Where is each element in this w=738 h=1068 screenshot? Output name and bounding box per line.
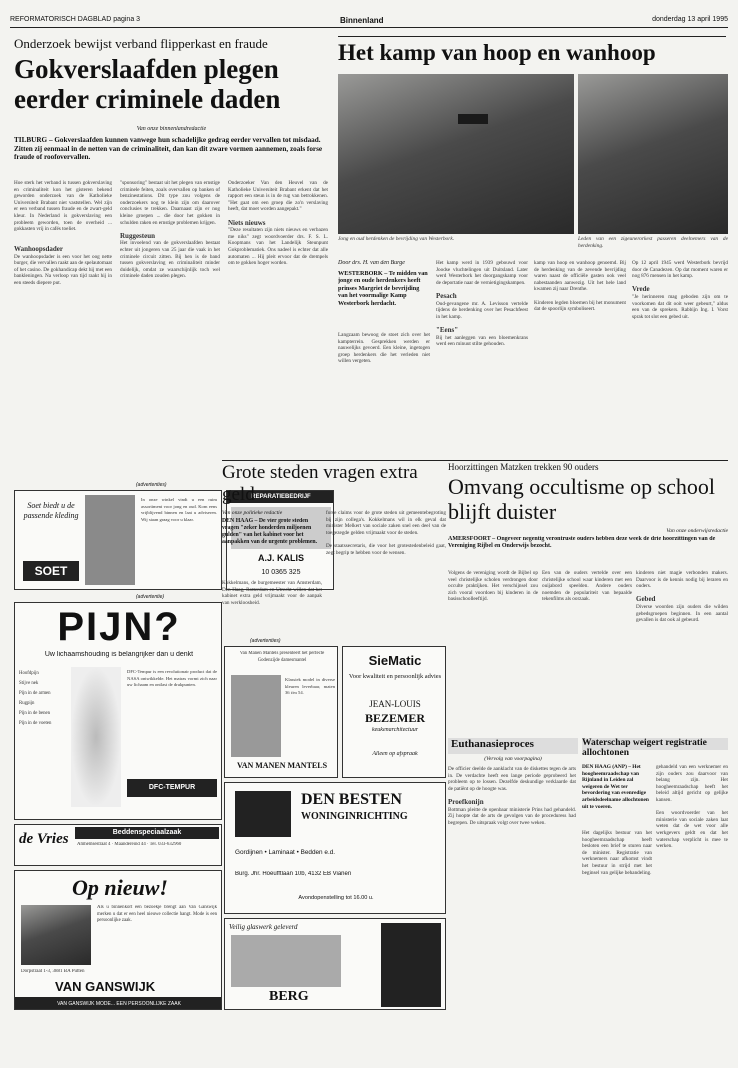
ad-label-2: (advertentie) — [136, 594, 165, 600]
ganswijk-copy: Als u binnenkort een bezoekje brengt aan Van Ganswijk merken u dat er een heel nieuwe collectie hangt. Mode is een persoonlijke zaak. — [97, 905, 217, 924]
berg-sidebar — [381, 923, 441, 1007]
matzken-headline: Omvang occultisme op school blijft duister — [448, 474, 716, 524]
berg-logo: BERG — [269, 989, 309, 1004]
kalis-phone: 10 0365 325 — [261, 569, 301, 576]
kamp-sub-vrede: Vrede — [632, 285, 650, 294]
kamp-col-3: kamp van hoop en wanhoop genoemd. Bij de herdenking van de zevende bevrijding waren naast de officiële gasten ook veel nabestaanden aanwezig. Uit het hele land kwamen zij naar Drenthe. Kinderen legden bloemen bij het monument dat de spoorlijn symboliseert. — [534, 260, 626, 313]
gok-headline: Gokverslaafden plegen eerder criminele daden — [14, 54, 281, 114]
matzken-col-2: Een van de ouders vertelde over een christelijke school waar kinderen met een ouijabord speelden. Andere ouders noemden de populariteit van bepaalde tekenfilms als oorzaak. — [542, 570, 632, 603]
gok-col-2: "sponsoring" bestaat uit het plegen van ernstige criminele feiten, zoals overvallen op banken of benzinestations. Dit type zou volgens de onderzoekers nog te klein zijn om daarover conclusies te trekken. Daarnaast zijn er nog kleine groepen ... die door het gokken in schulden raken en ernstige problemen krijgen. Ruggesteun Het invoelend van de gokverslaafden bestaat echter uit jongeren van 25 jaar die vaak in het criminele circuit zitten. Bij hen is de band tussen gokverslaving en criminaliteit minder duidelijk, omdat ze waarschijnlijk toch wel criminele daden zouden plegen. — [120, 180, 220, 280]
besten-address: Burg. Jhr. Hoeufftlaan 10b, 4132 EB Vianen — [235, 871, 352, 877]
gok-lead: TILBURG – Gokverslaafden kunnen vanwege hun schadelijke gedrag eerder vervallen tot misdaad. Zitten zij eenmaal in de netten van de criminaliteit, dan kan dit zware vormen aannemen, zoals forse fraude of roofovervallen. — [14, 136, 323, 162]
kamp-col-2: Het kamp werd in 1939 gebouwd voor Joodse vluchtelingen uit Duitsland. Later werd Westerbork het doorgangskamp voor de deportatie naar de vernietigingskampen. Pesach Oud-gevangene mr. A. Levisson vertelde tijdens de herdenking over het Pesachfeest in het kamp. "Eens" Bij het aanleggen van een bloemenkrans werd een minuut stilte gehouden. — [436, 260, 528, 348]
steden-byline: Van onze politieke redactie — [222, 510, 283, 516]
bed-title: Beddenspeciaalzaak — [75, 827, 219, 839]
soet-logo: SOET — [23, 561, 79, 581]
besten-hours: Avondopenstelling tot 16.00 u. — [298, 895, 374, 901]
gok-byline: Van onze binnenlandredactie — [136, 126, 207, 132]
ganswijk-logo: VAN GANSWIJK — [55, 979, 156, 994]
euth-headline: Euthanasieproces — [448, 738, 578, 754]
pijn-ad[interactable] — [14, 602, 222, 820]
berg-ad[interactable] — [224, 918, 446, 1010]
berg-photo — [231, 935, 341, 987]
besten-ad[interactable] — [224, 782, 446, 914]
pijn-subtitle: Uw lichaamshouding is belangrijker dan u denkt — [44, 651, 194, 658]
ganswijk-photo — [21, 905, 91, 965]
kamp-photo-2 — [578, 74, 728, 234]
gok-sub-niets: Niets nieuws — [228, 218, 266, 227]
section-name: Binnenland — [340, 16, 384, 25]
water-col-1: Het dagelijks bestuur van het hoogheemraadschap heeft besloten een brief te sturen naar de minister. Registratie van werknemers naar afkomst vindt het bestuur in strijd met het beginsel van gelijke behandeling. — [582, 830, 652, 876]
bezemer-appointment: Alleen op afspraak — [372, 751, 418, 757]
kamp-sub-pesach: Pesach — [436, 291, 457, 300]
tempur-logo: DFC-TEMPUR — [127, 779, 217, 797]
page-header — [10, 14, 728, 28]
mantels-top: Van Manen Mantels presenteert het perfecte Godenzijde damesmantel — [239, 651, 325, 663]
ad-label-3: (advertenties) — [250, 638, 281, 644]
kamp-sub-eens: "Eens" — [436, 325, 459, 334]
matzken-byline: Van onze onderwijsredactie — [666, 528, 728, 534]
water-headline: Waterschap weigert registratie allochtonen — [582, 738, 707, 758]
watchtower-icon — [458, 114, 488, 124]
gok-sub-wanhoop: Wanhoopsdader — [14, 244, 64, 253]
matzken-sub-gebed: Gebed — [636, 595, 656, 604]
ganswijk-slogan: VAN GANSWIJK MODE... EEN PERSOONLIJKE ZAAK — [15, 997, 222, 1010]
besten-products: Gordijnen • Laminaat • Bedden e.d. — [235, 849, 336, 856]
gok-body — [14, 180, 329, 480]
kamp-caption-1: Jong en oud herdenken de bevrijding van Westerbork. — [338, 236, 455, 242]
water-lead: DEN HAAG (ANP) – Het hoogheemraadschap van Rijnland in Leiden zal weigeren de Wet ter bevordering van evenredige arbeidsdeelname allochtonen uit te voeren. — [582, 764, 649, 810]
siematic-sub: Voor kwaliteit en persoonlijk advies — [348, 673, 442, 680]
steden-col-2: forse claims voor de grote steden uit gemeentebegroting bij zijn collega's. Kokkelmans wil in elk geval dat minister Melkert van sociale zaken snel een deel van de toegezegde gelden vrijmaakt voor de steden. De staatssecretaris, die voor het grotestedenbeleid gaat, zegt begrip te hebben voor de wensen. — [326, 510, 446, 556]
kamp-lead: WESTERBORK – Te midden van jonge en oude herdenkers heeft prinses Margriet de bevrijding van het voormalige Kamp Westerbork herdacht. — [338, 270, 428, 307]
gok-col-3: Onderzoeker Van den Heuvel van de Katholieke Universiteit Brabant erkent dat het rapport een steun is in de rug van betrokkenen. "Het gaat om een groep die zo'n verslaving heeft, dat moet worden aangepakt." Niets nieuws "Deze resultaten zijn niets nieuws en verbazen me niks" zegt woordvoerder drs. F. S. L. Koopmans van het Landelijk Steunpunt Gokproblematiek. Ons nadeel is echter dat alle automaten ... Hij pleit ervoor dat de drempels om te gokken hoger worden. — [228, 180, 328, 267]
rule-mid — [222, 460, 728, 461]
issue-date: donderdag 13 april 1995 — [652, 16, 728, 23]
euth-sub: (Vervolg van voorpagina) — [484, 756, 542, 762]
soet-slogan: Soet biedt u de passende kleding — [23, 501, 79, 520]
bezemer-tagline: keukenarchitectuur — [371, 727, 419, 733]
euth-col: De officier deelde de aanklacht van de diskettes tegen de arts in. De verdachte heeft een lange periode geprobeerd het probleem op te lossen. Dezelfde deskundige verklaarde dat de patiënt op de hoogte was. Proefkonijn Bottman pleitte de openbaar ministerie Prins had gehandeld. Zij hoopte dat de arts de gevolgen van de proceduress had begrepen. De uitspraak volgt over twee weken. — [448, 766, 576, 826]
matzken-col-1: Volgens de vereniging wordt de Bijbel op veel christelijke scholen verdrongen door occulte praktijken. Het verschijnsel zou zich vooral voordoen bij kinderen in de basisschoolleeftijd. — [448, 570, 538, 603]
kamp-col-1: Langzaam bewoog de stoet zich over het kampterrein. Gesprekken werden er nauwelijks gevoerd. Een kleine, ingetogen groep herdenkers die het verleden niet willen vergeten. — [338, 332, 430, 365]
soet-ad[interactable] — [14, 490, 222, 590]
mantels-logo: VAN MANEN MANTELS — [236, 761, 328, 770]
opnieuw-title: Op nieuw! — [72, 875, 168, 900]
ganswijk-ad[interactable] — [14, 870, 222, 1010]
kalis-name: A.J. KALIS — [257, 553, 304, 563]
gok-kicker: Onderzoek bewijst verband flipperkast en fraude — [14, 36, 268, 51]
soet-photo — [85, 495, 135, 585]
vries-address: Amhemsestraat 4 · Maandereind 44 · Tel. 033-632960 — [77, 842, 182, 847]
besten-sub: WONINGINRICHTING — [301, 811, 408, 822]
steden-lead: DEN HAAG – De vier grote steden vragen "zeker honderden miljoenen gulden" van het kabinet voor het aanpakken van de urgente problemen. — [222, 518, 318, 545]
ad-label-1: (advertenties) — [136, 482, 167, 488]
kamp-headline: Het kamp van hoop en wanhoop — [338, 40, 656, 65]
pijn-title: PIJN? — [57, 605, 181, 649]
bezemer-name-2: BEZEMER — [364, 711, 425, 725]
pijn-labels: Hoofdpijn Stijve nek Pijn in de armen Rugpijn Pijn in de benen Pijn in de voeten — [19, 671, 52, 726]
vries-logo: de Vries — [19, 831, 69, 847]
matzken-kicker: Hoorzittingen Matzken trekken 90 ouders — [448, 462, 599, 472]
skeleton-figure-icon — [71, 667, 121, 807]
kamp-caption-2: Leden van een zigeunerorkest passeren deelnemers van de herdenking. — [578, 236, 728, 249]
kamp-col-4: Op 12 april 1945 werd Westerbork bevrijd door de Canadezen. Op dat moment waren er nog 876 mensen in het kamp. Vrede "Je herinneren mag geboden zijn om te voorkomen dat dit ooit weer gebeurt," aldus een van de sprekers. Rabbijn Ing. I. Vorst sprak tot slot een gebed uit. — [632, 260, 728, 320]
ganswijk-address: Dorpstraat 1-3, 3881 BA Putten — [21, 969, 85, 974]
mantels-copy: Klassiek model in diverse kleuren leverbaar, maten 36 t/m 54. — [285, 677, 335, 696]
kamp-byline: Door drs. H. van den Burge — [338, 260, 405, 266]
water-col-2: gehandeld van een werknemer en zijn ouders zou daarvoor van belang zijn. Het hoogheemraadschap heeft het beleid altijd gericht op gelijke kansen. Een woordvoerder van het ministerie van sociale zaken laat weten dat de wet voor alle werkgevers geldt en dat het waterschap verplicht is mee te werken. — [656, 764, 728, 850]
rule-top — [338, 36, 726, 37]
mantels-ad[interactable] — [224, 646, 338, 778]
euth-sub-proefkonijn: Proefkonijn — [448, 797, 484, 806]
pijn-copy: DFC-Tempur is een revolutionair product dat de NASA ontwikkelde. Het matras vormt zich naar uw lichaam en ontlast de drukpunten. — [127, 669, 217, 688]
steden-headline: Grote steden vragen extra geld — [222, 462, 418, 505]
kamp-photo-1 — [338, 74, 574, 234]
kamp-body — [338, 260, 728, 456]
siematic-logo: SieMatic — [368, 653, 422, 668]
gok-col-1: Hoe sterk het verband is tussen gokverslaving en criminaliteit kon het gisteren bekend geworden onderzoek van de Katholieke Universiteit Brabant niet vaststellen. Wel zijn er een verband tussen fraude en de zwart-geld kleur. In Nederland is gokverslaving een probleem geworden, toen de overheid ... gokkasten vrij in cafés toeliet. Wanhoopsdader De wanhoopsdader is een voor het oog nette burger, die vervallen raakt aan de spelautomaat of het casino. De gokhandicap dekt hij met een bankleningen. Na verloop van tijd raakt hij in een steeds diepere put. — [14, 180, 112, 286]
matzken-col-3: kinderen niet magie verbonden makers. Daarvoor is de kennis nodig bij leraren en ouders. Gebed Diverse woorden zijn ouders die wilden gebedsgroepen beginnen. In een aantal gevallen is dat ook al gebeurd. — [636, 570, 728, 624]
bezemer-ad[interactable] — [342, 646, 446, 778]
besten-logo-icon — [235, 791, 291, 837]
berg-slogan: Veilig glaswerk geleverd — [229, 923, 298, 931]
soet-copy: In onze winkel vindt u een ruim assortiment voor jong en oud. Kom eens vrijblijvend binnen en laat u adviseren. Wij staan graag voor u klaar. — [141, 497, 217, 522]
mantels-photo — [231, 675, 281, 757]
besten-name: DEN BESTEN — [301, 791, 402, 808]
vries-ad[interactable] — [14, 824, 222, 866]
newspaper-name: REFORMATORISCH DAGBLAD pagina 3 — [10, 16, 141, 23]
kalis-reparatie: REPARATIEBEDRIJF — [227, 491, 334, 503]
bezemer-name-1: JEAN-LOUIS — [369, 699, 421, 709]
gok-sub-ruggesteun: Ruggesteun — [120, 231, 156, 240]
matzken-lead: AMERSFOORT – Ongeveer negentig verontruste ouders hebben deze week de drie hoorzittingen van de Vereniging Rijbel en Onderwijs bezocht. — [448, 536, 716, 550]
steden-col-1: Kokkelmans, de burgemeester van Amsterdam, Den Haag, Rotterdam en Utrecht willen dat het kabinet extra geld vrijmaakt voor de aanpak van werkloosheid. — [222, 580, 322, 606]
